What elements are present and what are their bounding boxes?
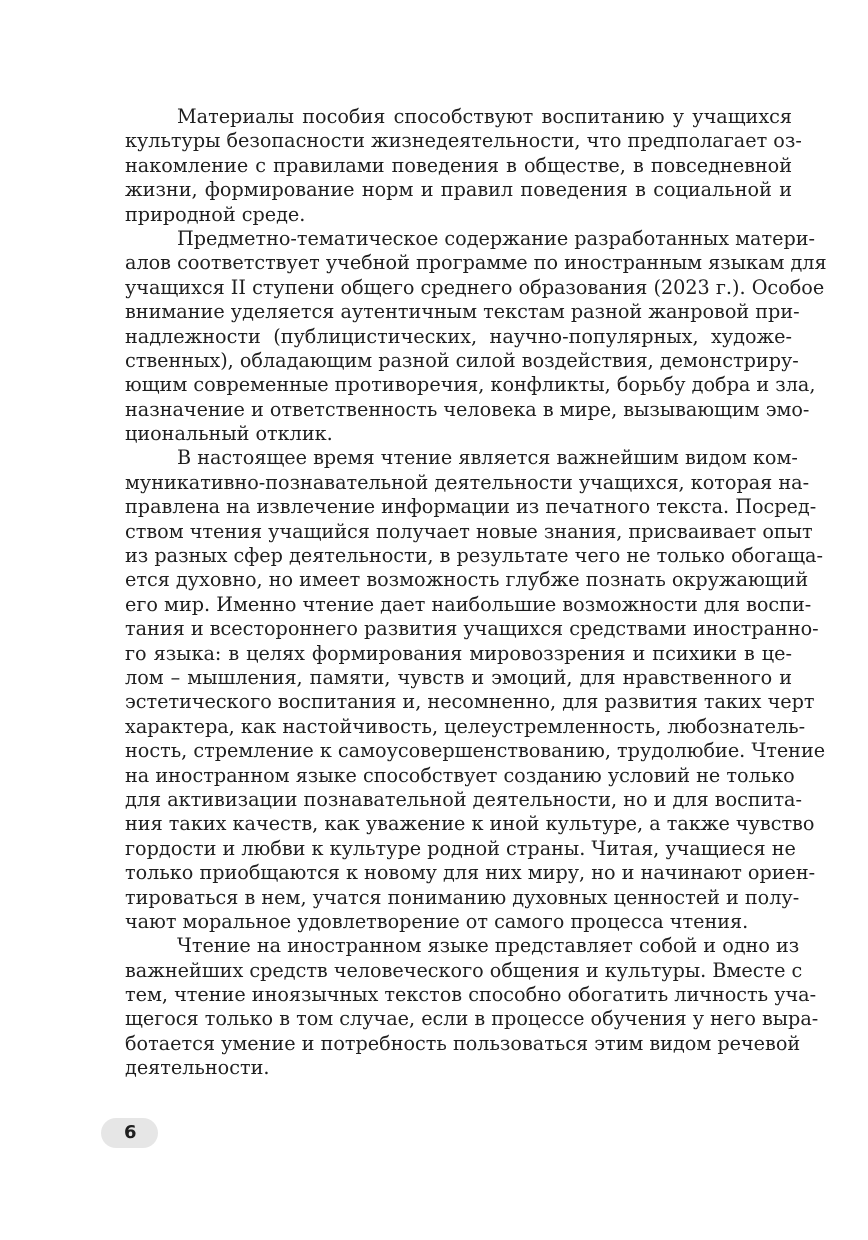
text-line: Материалы пособия способствуют воспитанию у учащихся <box>177 105 792 128</box>
text-line: го языка: в целях формирования мировоззрения и психики в це- <box>125 641 792 665</box>
paragraph-2 <box>125 226 827 447</box>
text-line: Чтение на иностранном языке представляет собой и одно из <box>177 934 800 958</box>
text-line: ством чтения учащийся получает новые знания, присваивает опыт <box>125 519 813 543</box>
paragraph-3 <box>125 446 826 934</box>
text-line: накомление с правилами поведения в обществе, в повседневной <box>125 153 792 177</box>
text-line: ственных), обладающим разной силой воздействия, демонстриру- <box>125 348 799 372</box>
text-line: культуры безопасности жизнедеятельности, что предполагает оз- <box>125 129 802 153</box>
text-line: циональный отклик. <box>125 422 333 446</box>
text-line: ется духовно, но имеет возможность глубже познать окружающий <box>125 568 809 592</box>
text-line: ботается умение и потребность пользоваться этим видом речевой <box>125 1031 801 1055</box>
text-line: Предметно-тематическое содержание разработанных матери- <box>177 226 816 250</box>
text-line: ния таких качеств, как уважение к иной культуре, а также чувство <box>125 812 815 836</box>
text-line: внимание уделяется аутентичным текстам разной жанровой при- <box>125 300 800 324</box>
text-line: на иностранном языке способствует созданию условий не только <box>125 763 795 787</box>
text-line: важнейших средств человеческого общения и культуры. Вместе с <box>125 958 803 982</box>
text-line: природной среде. <box>125 202 306 226</box>
text-line: назначение и ответственность человека в мире, вызывающим эмо- <box>125 397 810 421</box>
text-line: правлена на извлечение информации из печатного текста. Посред- <box>125 495 817 519</box>
paragraph-4 <box>125 934 819 1080</box>
text-line: тем, чтение иноязычных текстов способно обогатить личность уча- <box>125 983 817 1007</box>
paragraph-1 <box>125 105 802 227</box>
text-line: из разных сфер деятельности, в результате чего не только обогаща- <box>125 544 823 568</box>
text-line: характера, как настойчивость, целеустремленность, любознатель- <box>125 714 806 738</box>
text-line: лом – мышления, памяти, чувств и эмоций, для нравственного и <box>125 665 792 689</box>
text-line: щегося только в том случае, если в процессе обучения у него выра- <box>125 1007 819 1031</box>
text-line: деятельности. <box>125 1056 270 1080</box>
text-line: жизни, формирование норм и правил поведения в социальной и <box>125 178 792 202</box>
text-line: ющим современные противоречия, конфликты, борьбу добра и зла, <box>125 373 816 397</box>
text-line: ность, стремление к самоусовершенствованию, трудолюбие. Чтение <box>125 739 826 763</box>
text-line: муникативно-познавательной деятельности учащихся, которая на- <box>125 470 810 494</box>
text-line: учащихся II ступени общего среднего образования (2023 г.). Особое <box>125 275 825 299</box>
text-line: В настоящее время чтение является важнейшим видом ком- <box>177 446 798 470</box>
text-line: алов соответствует учебной программе по иностранным языкам для <box>125 251 827 275</box>
text-line: его мир. Именно чтение дает наибольшие возможности для воспи- <box>125 592 812 616</box>
text-line: для активизации познавательной деятельности, но и для воспита- <box>125 787 802 811</box>
text-line: тироваться в нем, учатся пониманию духовных ценностей и полу- <box>125 885 800 909</box>
page-body-text <box>125 105 827 1081</box>
text-line: чают моральное удовлетворение от самого процесса чтения. <box>125 909 749 933</box>
text-line: гордости и любви к культуре родной страны. Читая, учащиеся не <box>125 836 796 860</box>
page-number: 6 <box>124 1122 137 1143</box>
text-line: только приобщаются к новому для них миру, но и начинают ориен- <box>125 861 816 885</box>
text-line: эстетического воспитания и, несомненно, для развития таких черт <box>125 690 815 714</box>
text-line: тания и всестороннего развития учащихся средствами иностранно- <box>125 617 819 641</box>
text-line: надлежности (публицистических, научно-популярных, художе- <box>125 324 792 348</box>
